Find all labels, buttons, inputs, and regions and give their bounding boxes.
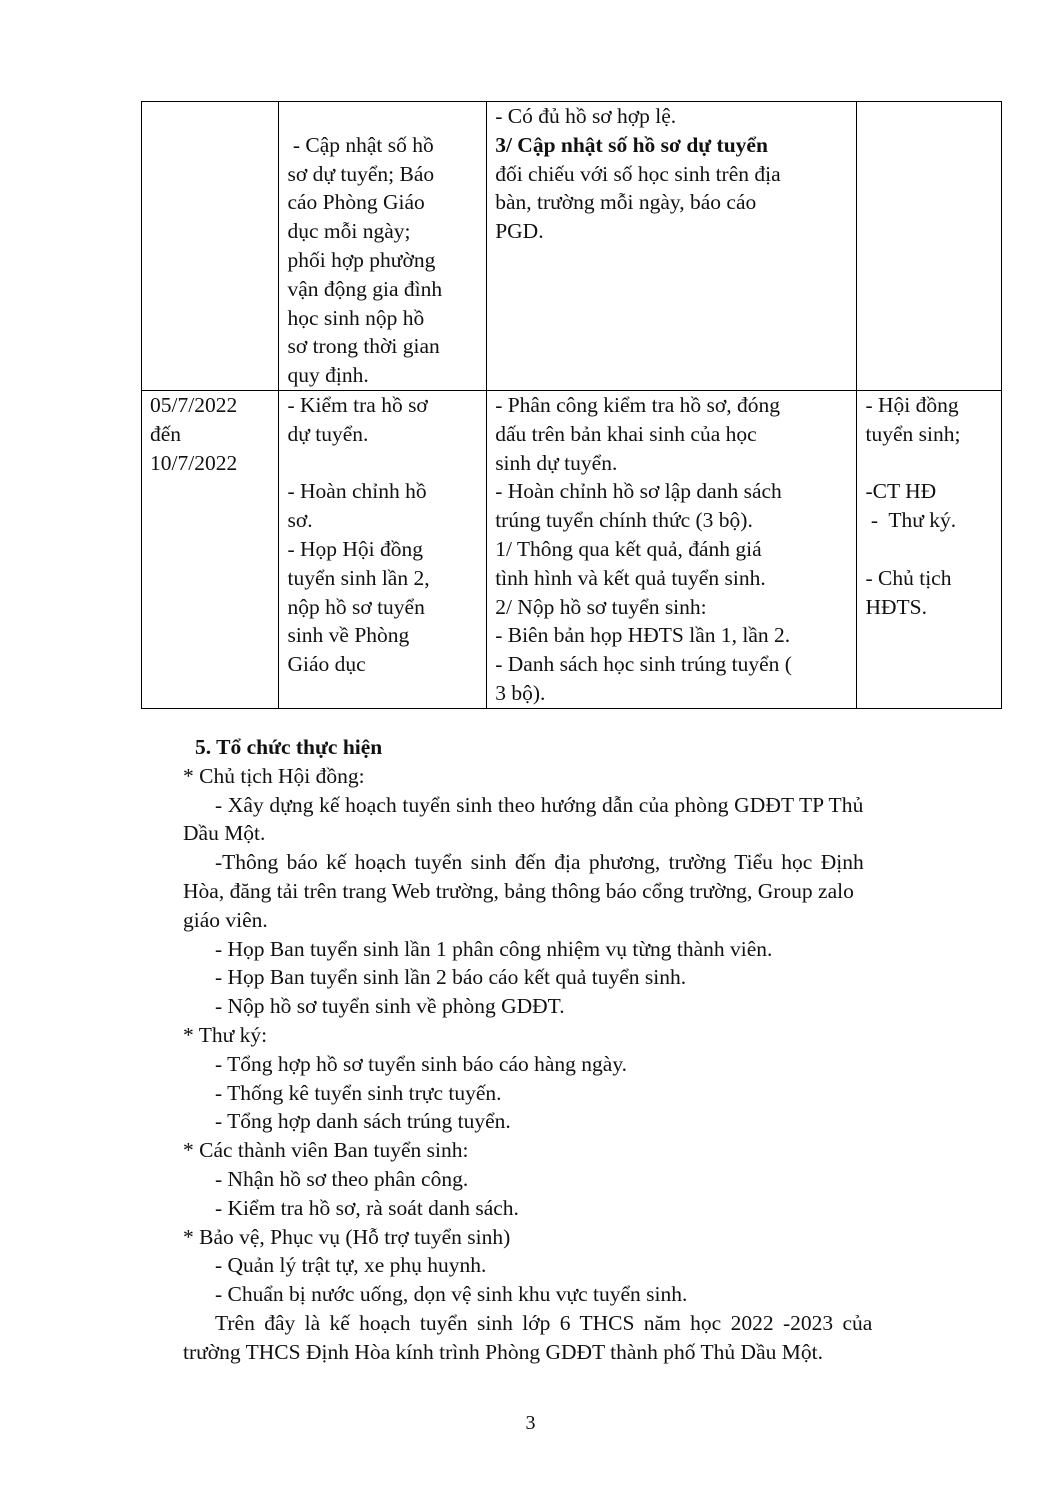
date-cell <box>142 390 279 708</box>
closing-text-cont: trường THCS Định Hòa kính trình Phòng GDĐT thành phố Thủ Dầu Một. <box>183 1339 823 1364</box>
responsible-lines <box>865 564 995 622</box>
text-line: sinh dự tuyển. <box>495 450 618 475</box>
text-line: HĐTS. <box>865 594 927 619</box>
text-line: - Hội đồng <box>865 392 959 417</box>
secretary-item: - Thống kê tuyển sinh trực tuyến. <box>215 1080 502 1105</box>
support-title: * Bảo vệ, Phục vụ (Hỗ trợ tuyển sinh) <box>183 1224 511 1249</box>
secretary-title: * Thư ký: <box>183 1022 268 1047</box>
text-line: - Danh sách học sinh trúng tuyển ( <box>495 652 792 677</box>
members-title: * Các thành viên Ban tuyển sinh: <box>183 1138 469 1163</box>
schedule-table <box>141 101 1002 709</box>
text-line: - Chủ tịch <box>865 565 952 590</box>
spacer <box>865 449 995 478</box>
support-item: - Quản lý trật tự, xe phụ huynh. <box>215 1253 487 1278</box>
text-line: 05/7/2022 <box>150 392 238 417</box>
spacer <box>865 535 995 564</box>
text-line: sơ dự tuyển; Báo <box>287 161 435 186</box>
text-line: sinh về Phòng <box>287 623 410 648</box>
text-line: dấu trên bản khai sinh của học <box>495 421 757 446</box>
text-line: -CT HĐ <box>865 479 937 504</box>
text-line: - Kiểm tra hồ sơ <box>287 392 428 417</box>
text-line: - Cập nhật số hồ <box>287 132 434 157</box>
text-line: - Thư ký. <box>865 508 957 533</box>
task-lines <box>287 391 480 449</box>
content-heading: 3/ Cập nhật số hồ sơ dự tuyển <box>495 132 768 157</box>
text-line: đối chiếu với số học sinh trên địa <box>495 161 781 186</box>
text-line: sơ. <box>287 508 313 533</box>
chair-item-cont: giáo viên. <box>183 907 268 932</box>
text-line: tuyển sinh lần 2, <box>287 565 430 590</box>
table-row <box>142 102 1002 391</box>
support-item: - Chuẩn bị nước uống, dọn vệ sinh khu vực tuyển sinh. <box>215 1282 688 1307</box>
text-line: bàn, trường mỗi ngày, báo cáo <box>495 190 757 215</box>
closing-text: Trên đây là kế hoạch tuyển sinh lớp 6 THCS năm học 2022 -2023 của <box>215 1310 873 1335</box>
chair-item: - Nộp hồ sơ tuyển sinh về phòng GDĐT. <box>215 994 565 1019</box>
text-line: nộp hồ sơ tuyển <box>287 594 425 619</box>
task-cell <box>279 102 487 391</box>
table-row <box>142 390 1002 708</box>
chair-item-cont: Hòa, đăng tải trên trang Web trường, bảng thông báo cổng trường, Group zalo <box>183 878 854 903</box>
text-line: tình hình và kết quả tuyển sinh. <box>495 565 766 590</box>
text-line: dục mỗi ngày; <box>287 219 411 244</box>
chair-item: - Họp Ban tuyển sinh lần 2 báo cáo kết quả tuyển sinh. <box>215 965 687 990</box>
text-line: học sinh nộp hồ <box>287 305 425 330</box>
text-line: 2/ Nộp hồ sơ tuyển sinh: <box>495 594 707 619</box>
text-line: 1/ Thông qua kết quả, đánh giá <box>495 536 762 561</box>
task-lines <box>287 477 480 679</box>
chair-item: -Thông báo kế hoạch tuyển sinh đến địa phương, trường Tiểu học Định <box>215 850 864 875</box>
members-item: - Nhận hồ sơ theo phân công. <box>215 1166 469 1191</box>
content-cell <box>487 390 857 708</box>
text-line: Giáo dục <box>287 652 366 677</box>
responsible-lines <box>865 477 995 535</box>
text-line: - Biên bản họp HĐTS lần 1, lần 2. <box>495 623 791 648</box>
section-heading: 5. Tổ chức thực hiện <box>195 735 383 759</box>
responsible-lines <box>865 391 995 449</box>
content-line: - Có đủ hồ sơ hợp lệ. <box>495 104 677 128</box>
page-number: 3 <box>525 1412 536 1434</box>
members-item: - Kiểm tra hồ sơ, rà soát danh sách. <box>215 1195 519 1220</box>
text-line: 3 bộ). <box>495 680 546 705</box>
responsible-cell <box>857 390 1002 708</box>
chair-title: * Chủ tịch Hội đồng: <box>183 763 365 788</box>
text-line: - Hoàn chỉnh hồ sơ lập danh sách <box>495 479 782 504</box>
text-line: 10/7/2022 <box>150 450 238 475</box>
task-cell <box>279 390 487 708</box>
content-lines <box>495 160 850 246</box>
text-line: sơ trong thời gian <box>287 334 440 359</box>
secretary-item: - Tổng hợp danh sách trúng tuyển. <box>215 1109 511 1134</box>
text-line: PGD. <box>495 219 544 244</box>
text-line: - Hoàn chỉnh hồ <box>287 479 427 504</box>
text-line: phối hợp phường <box>287 247 436 272</box>
text-line: quy định. <box>287 363 369 388</box>
responsible-cell <box>857 102 1002 391</box>
content-cell <box>487 102 857 391</box>
text-line: - Phân công kiểm tra hồ sơ, đóng <box>495 392 781 417</box>
chair-item: - Xây dựng kế hoạch tuyển sinh theo hướng dẫn của phòng GDĐT TP Thủ <box>215 792 864 817</box>
text-line: trúng tuyển chính thức (3 bộ). <box>495 508 753 533</box>
secretary-item: - Tổng hợp hồ sơ tuyển sinh báo cáo hàng ngày. <box>215 1051 628 1076</box>
text-line: vận động gia đình <box>287 276 443 301</box>
implementation-section <box>183 733 979 1367</box>
chair-item-cont: Dầu Một. <box>183 821 266 846</box>
text-line: tuyển sinh; <box>865 421 961 446</box>
text-line: dự tuyển. <box>287 421 369 446</box>
chair-item: - Họp Ban tuyển sinh lần 1 phân công nhiệm vụ từng thành viên. <box>215 936 773 961</box>
spacer <box>287 449 480 478</box>
text-line <box>287 102 480 131</box>
date-cell <box>142 102 279 391</box>
text-line: - Họp Hội đồng <box>287 536 424 561</box>
text-line: đến <box>150 421 182 446</box>
text-line: cáo Phòng Giáo <box>287 190 425 215</box>
